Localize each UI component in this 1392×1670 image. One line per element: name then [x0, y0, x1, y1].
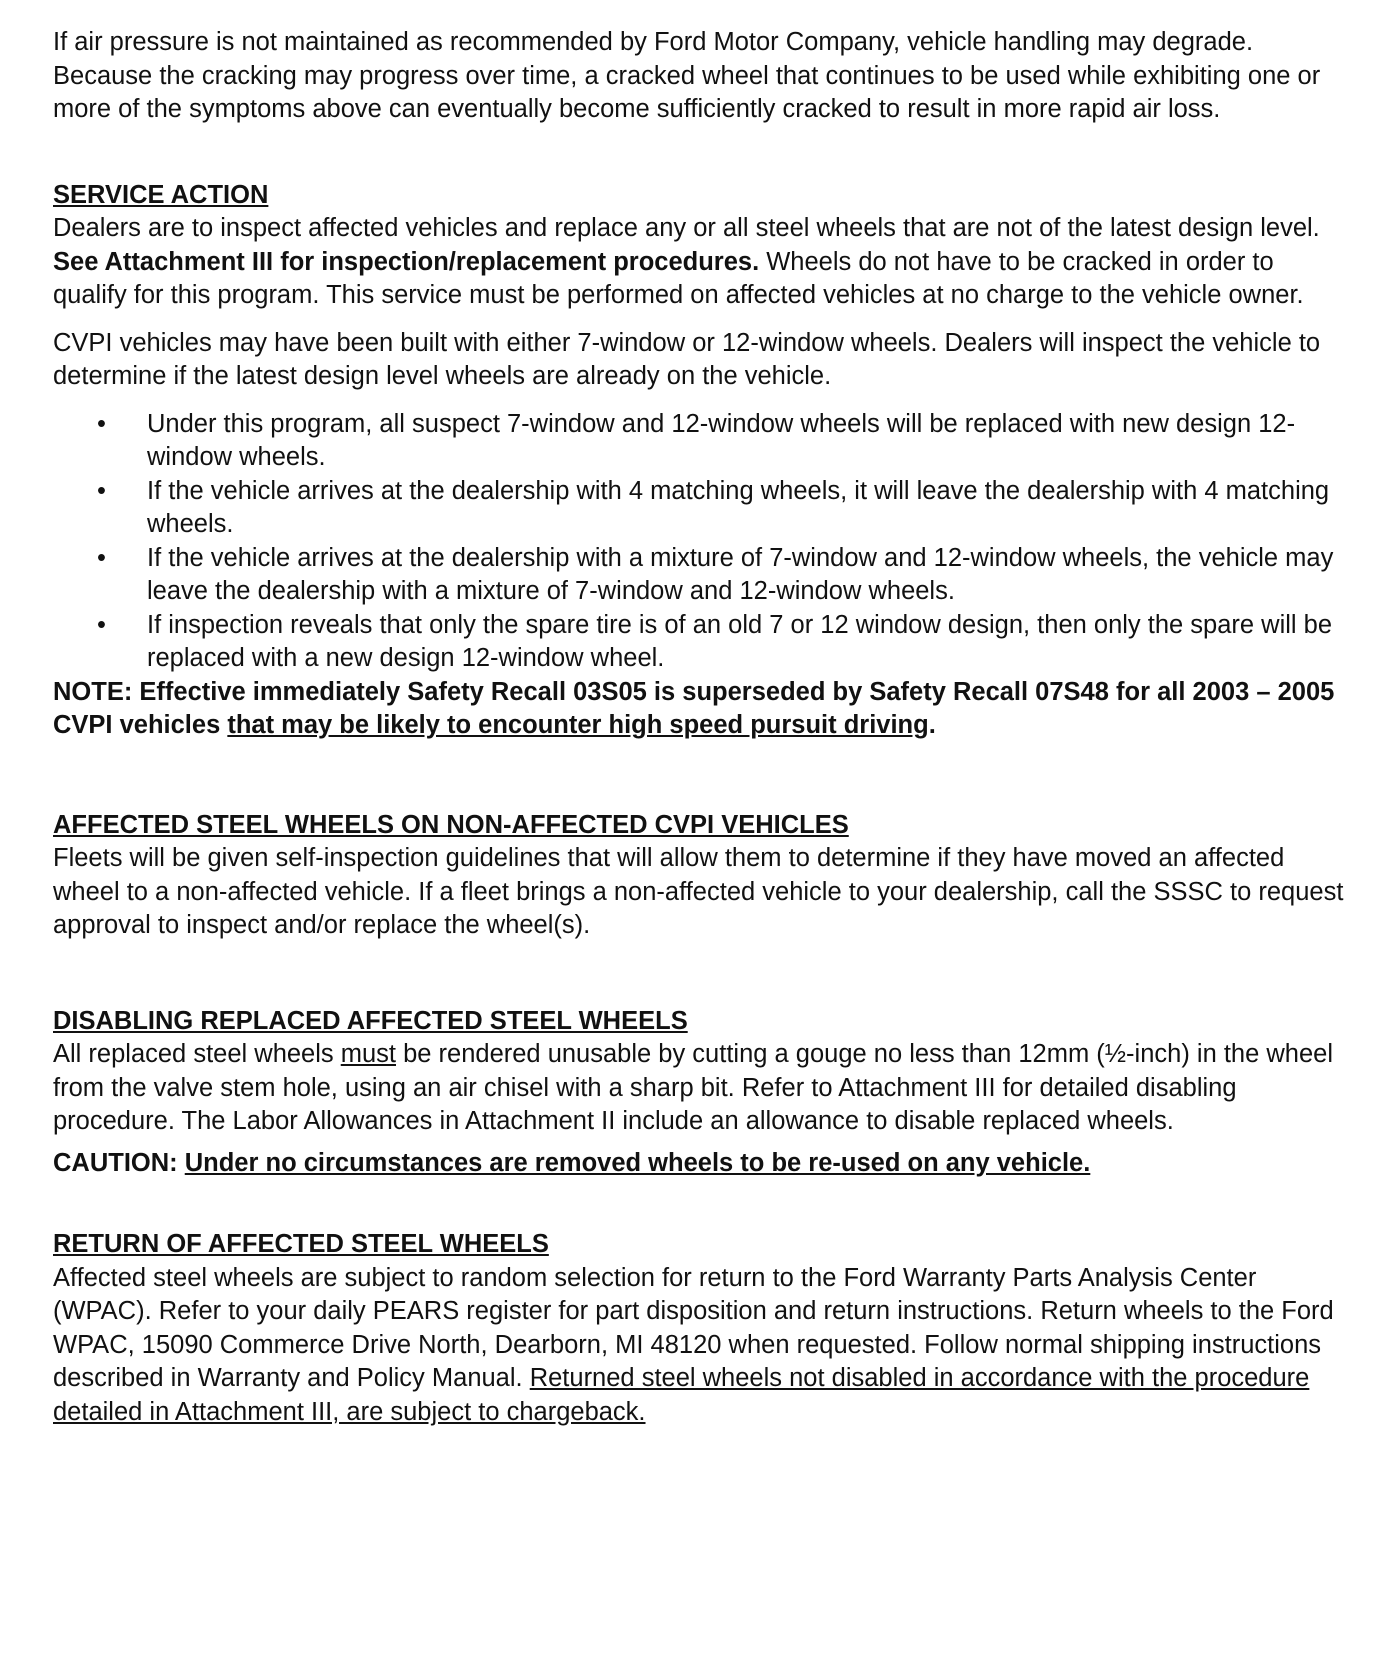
bullet-text: If inspection reveals that only the spare tire is of an old 7 or 12 window design, then only the spare will be replaced with a new design 12-window wheel. — [147, 610, 1333, 672]
note-text: NOTE: Effective immediately Safety Recall 03S05 is superseded by Safety Recall 07S48 for all 2003 – 2005 CVPI vehicles — [53, 677, 1335, 739]
service-action-paragraph-1 — [53, 212, 1353, 313]
caution-label: CAUTION: — [53, 1148, 185, 1177]
affected-non-cvpi-section — [53, 809, 1353, 943]
bullet-text: If the vehicle arrives at the dealership with 4 matching wheels, it will leave the dealership with 4 matching wheels. — [147, 476, 1330, 538]
disabling-heading: DISABLING REPLACED AFFECTED STEEL WHEELS — [53, 1006, 688, 1035]
bullet-text: If the vehicle arrives at the dealership with a mixture of 7-window and 12-window wheels, the vehicle may leave the dealership with a mixture of 7-window and 12-window wheels. — [147, 543, 1334, 605]
return-text-a: Affected steel wheels are subject to random selection for return to the Ford Warranty Parts Analysis Center (WPAC). Refer to your daily PEARS register for part disposition and return instructions. Return wheels to the Ford WPAC, 15090 Commerce Drive North, Dearborn, MI 48120 when requested. Follow normal shipping instructions described in Warranty and Policy Manual. — [53, 1263, 1334, 1392]
disabling-text-b: be rendered unusable by cutting a gouge no less than 12mm (½-inch) in the wheel from the valve stem hole, using an air chisel with a sharp bit. Refer to Attachment III for detailed disabling procedure. The Labor Allowances in Attachment II include an allowance to disable replaced wheels. — [53, 1040, 1334, 1135]
list-item — [53, 408, 1353, 475]
list-item — [53, 609, 1353, 676]
bullet-icon: • — [97, 409, 106, 438]
return-underlined-text: Returned steel wheels not disabled in accordance with the procedure detailed in Attachment III, are subject to chargeback. — [53, 1364, 1310, 1426]
caution-line — [53, 1147, 1353, 1181]
intro-paragraph: If air pressure is not maintained as recommended by Ford Motor Company, vehicle handling may degrade. Because the cracking may progress over time, a cracked wheel that continues to be used while exhibiting one or more of the symptoms above can eventually become sufficiently cracked to result in more rapid air loss. — [53, 28, 1321, 123]
service-action-paragraph-2: CVPI vehicles may have been built with either 7-window or 12-window wheels. Dealers will inspect the vehicle to determine if the latest design level wheels are already on the vehicle. — [53, 328, 1321, 390]
disabling-text-a: All replaced steel wheels — [53, 1040, 341, 1068]
service-action-p1-a: Dealers are to inspect affected vehicles and replace any or all steel wheels that are not of the latest design level. — [53, 214, 1320, 242]
return-section — [53, 1228, 1353, 1429]
disabling-paragraph — [53, 1038, 1353, 1139]
bullet-icon: • — [97, 610, 106, 639]
list-item — [53, 542, 1353, 609]
return-heading: RETURN OF AFFECTED STEEL WHEELS — [53, 1230, 549, 1258]
affected-non-cvpi-paragraph: Fleets will be given self-inspection guidelines that will allow them to determine if they have moved an affected wheel to a non-affected vehicle. If a fleet brings a non-affected vehicle to your dealership, call the SSSC to request approval to inspect and/or replace the wheel(s). — [53, 844, 1344, 939]
return-paragraph — [53, 1262, 1353, 1430]
disabling-must: must — [340, 1040, 396, 1068]
service-action-bullet-list — [53, 408, 1353, 676]
disabling-section — [53, 1005, 1353, 1181]
service-action-section — [53, 179, 1353, 743]
document-page — [53, 26, 1353, 1429]
service-action-p1-c: Wheels do not have to be cracked in order to qualify for this program. This service must be performed on affected vehicles at no charge to the vehicle owner. — [53, 247, 1304, 309]
affected-non-cvpi-heading: AFFECTED STEEL WHEELS ON NON-AFFECTED CVPI VEHICLES — [53, 810, 849, 839]
service-action-note — [53, 676, 1353, 743]
list-item — [53, 475, 1353, 542]
bullet-icon: • — [97, 543, 106, 572]
caution-text: Under no circumstances are removed wheels to be re-used on any vehicle. — [184, 1148, 1091, 1177]
note-end: . — [928, 711, 936, 739]
bullet-icon: • — [97, 476, 106, 505]
bullet-text: Under this program, all suspect 7-window and 12-window wheels will be replaced with new design 12-window wheels. — [147, 409, 1296, 471]
service-action-p1-bold: See Attachment III for inspection/replacement procedures. — [53, 247, 760, 276]
service-action-heading: SERVICE ACTION — [53, 180, 269, 209]
note-underlined-text: that may be likely to encounter high speed pursuit driving — [227, 711, 929, 739]
